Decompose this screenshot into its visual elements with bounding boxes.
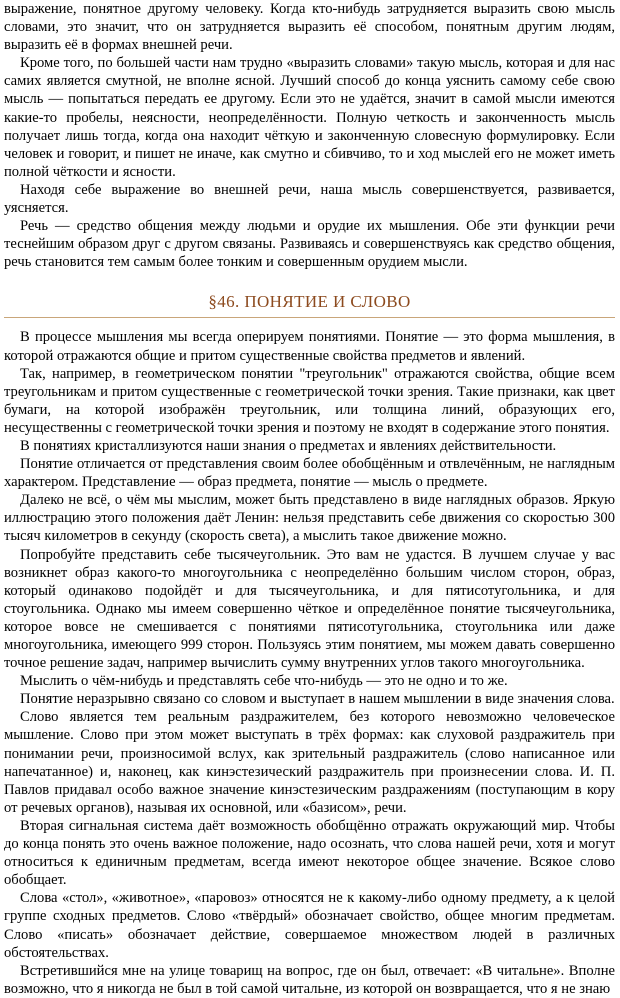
paragraph: Слова «стол», «животное», «паровоз» относятся не к какому-либо одному предмету, а к целой группе сходных предметов. Слово «твёрдый» обозначает свойство, общее многим предметам. Слово «писать» обозначает действие, совершаемое множеством людей в различных обстоятельствах. [4, 890, 615, 961]
paragraph: Далеко не всё, о чём мы мыслим, может быть представлено в виде наглядных образов. Яркую иллюстрацию этого положения даёт Ленин: нельзя представить себе движения со скоростью 300 тысяч километров в секунду (скорость света), а мыслить такое движение можно. [4, 492, 615, 545]
section-heading [4, 291, 615, 318]
section-text-block [4, 328, 615, 997]
paragraph: Кроме того, по большей части нам трудно «выразить словами» такую мысль, которая и для нас самих является смутной, не вполне ясной. Лучший способ до конца уяснить самому себе свою мысль — попытаться передать ее другому. Если это не удаётся, значит в самой мысли имеются какие-то пробелы, неясности, неопределённости. Полную четкость и законченность мысль получает лишь тогда, когда она находит чёткую и законченную словесную формулировку. Если человек и говорит, и пишет не иначе, как смутно и сбивчиво, то и ход мыслей его не может иметь полной чёткости и ясности. [4, 55, 615, 180]
paragraph: Встретившийся мне на улице товарищ на вопрос, где он был, отвечает: «В читальне». Вполне возможно, что я никогда не был в той самой читальне, из которой он возвращается, что я не знаю [4, 962, 615, 997]
section-divider [4, 317, 615, 318]
intro-text-block [4, 0, 615, 271]
section-title: §46. ПОНЯТИЕ И СЛОВО [208, 292, 411, 312]
paragraph: В понятиях кристаллизуются наши знания о предметах и явлениях действительности. [20, 437, 557, 454]
paragraph: Понятие отличается от представления своим более обобщённым и отвлечённым, не наглядным характером. Представление — образ предмета, понятие — мысль о предмете. [4, 456, 615, 491]
paragraph: Находя себе выражение во внешней речи, наша мысль совершенствуется, развивается, уясняется. [4, 181, 615, 217]
paragraph: Мыслить о чём-нибудь и представлять себе что-нибудь — это не одно и то же. [20, 673, 508, 690]
paragraph: Так, например, в геометрическом понятии "треугольник" отражаются свойства, общие всем треугольникам и притом существенные с геометрической точки зрения. Такие признаки, как цвет бумаги, на которой изображён треугольник, или толщина линий, образующих его, несущественны с геометрической точки зрения и поэтому не входят в содержание этого понятия. [4, 365, 615, 436]
paragraph: Попробуйте представить себе тысячеугольник. Это вам не удастся. В лучшем случае у вас возникнет образ какого-то многоугольника с неопределённо большим числом сторон, образ, который одинаково подойдёт и для тысячеугольника, и для пятисотугольника, и для стоугольника. Однако мы имеем совершенно чёткое и определённое понятие тысячеугольника, которое вовсе не смешивается с понятиями пятисотугольника, стоугольника или даже многоугольника, имеющего 999 сторон. Пользуясь этим понятием, мы можем давать совершенно точное решение задач, например вычислить сумму внутренних углов такого многоугольника. [4, 546, 615, 672]
paragraph: В процессе мышления мы всегда оперируем понятиями. Понятие — это форма мышления, в которой отражаются общие и притом существенные свойства предметов и явлений. [4, 329, 615, 364]
paragraph: Речь — средство общения между людьми и орудие их мышления. Обе эти функции речи теснейшим образом друг с другом связаны. Развиваясь и совершенствуясь как средство общения, речь становится тем самым более тонким и совершенным орудием мысли. [4, 218, 615, 271]
paragraph: Понятие неразрывно связано со словом и выступает в нашем мышлении в виде значения слова. [20, 691, 615, 708]
paragraph-continuation: выражение, понятное другому человеку. Когда кто-нибудь затрудняется выразить свою мысль словами, это значит, что он затрудняется выразить её способом, понятным другим людям, выразить её в формах внешней речи. [4, 1, 615, 54]
paragraph: Вторая сигнальная система даёт возможность обобщённо отражать окружающий мир. Чтобы до конца понять это очень важное положение, надо осознать, что слова нашей речи, хотя и могут относиться к единичным предметам, всегда имеют некоторое общее значение. Всякое слово обобщает. [4, 817, 615, 889]
paragraph: Слово является тем реальным раздражителем, без которого невозможно человеческое мышление. Слово при этом может выступать в трёх формах: как слуховой раздражитель при понимании речи, произносимой вслух, как зрительный раздражитель (слово написанное или напечатанное) и, наконец, как кинэстезический раздражитель при произнесении слова. И. П. Павлов придавал особо важное значение кинэстезическим раздражениям (поступающим в кору от речевых органов), называя их основной, или «базисом», речи. [4, 709, 615, 816]
